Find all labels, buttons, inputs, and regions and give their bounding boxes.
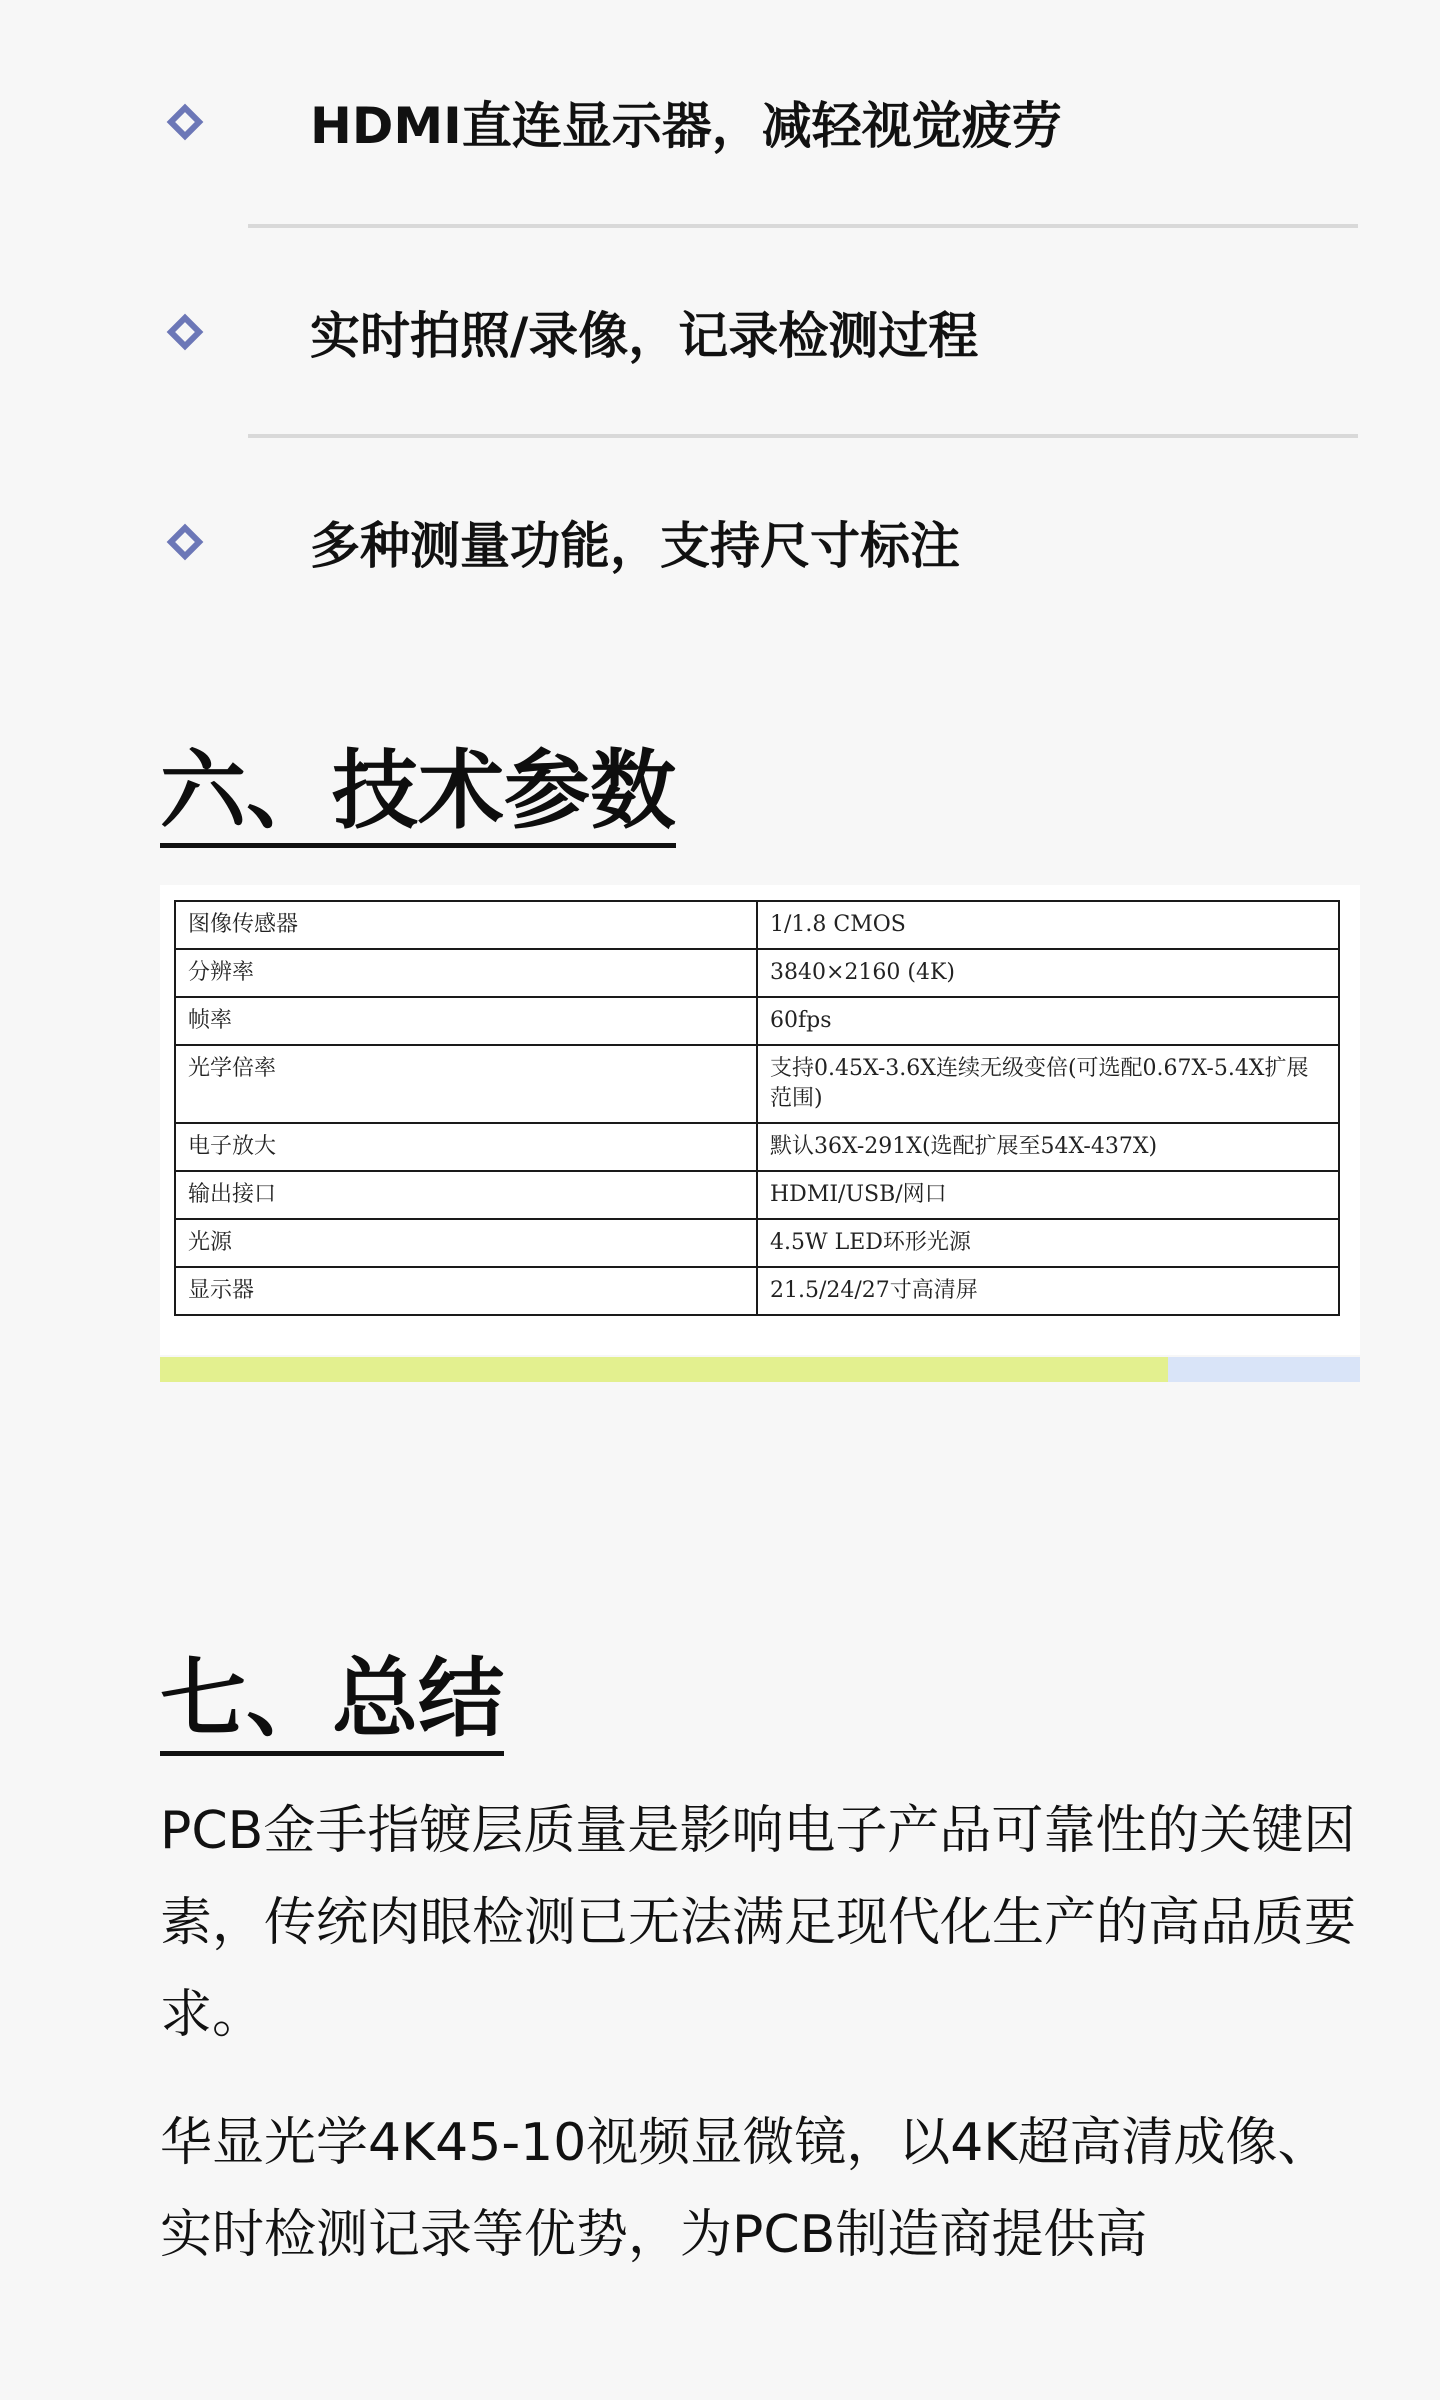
table-cell-value: 1/1.8 CMOS: [757, 901, 1339, 949]
table-cell-key: 分辨率: [175, 949, 757, 997]
table-cell-key: 输出接口: [175, 1171, 757, 1219]
feature-item: [160, 270, 1360, 394]
table-row: [175, 1171, 1339, 1219]
table-cell-value: 支持0.45X-3.6X连续无级变倍(可选配0.67X-5.4X扩展范围): [757, 1045, 1339, 1123]
feature-item: [160, 60, 1360, 184]
diamond-bullet-icon: [167, 104, 204, 141]
table-row: [175, 997, 1339, 1045]
feature-divider: [248, 224, 1358, 228]
table-row: [175, 949, 1339, 997]
feature-text: 多种测量功能，支持尺寸标注: [310, 517, 960, 575]
table-cell-key: 光源: [175, 1219, 757, 1267]
feature-item: [160, 480, 1360, 604]
table-cell-key: 显示器: [175, 1267, 757, 1315]
table-cell-value: 4.5W LED环形光源: [757, 1219, 1339, 1267]
summary-paragraph: 华显光学4K45-10视频显微镜，以4K超高清成像、实时检测记录等优势，为PCB制造商提供高: [160, 2113, 1330, 2265]
feature-text: 实时拍照/录像，记录检测过程: [310, 307, 979, 365]
feature-text: HDMI直连显示器，减轻视觉疲劳: [310, 97, 1062, 155]
section-heading-summary: 七、总结: [160, 1654, 504, 1755]
table-cell-value: 默认36X-291X(选配扩展至54X-437X): [757, 1123, 1339, 1171]
table-cell-key: 图像传感器: [175, 901, 757, 949]
table-row: [175, 1267, 1339, 1315]
table-row: [175, 1219, 1339, 1267]
table-cell-value: 60fps: [757, 997, 1339, 1045]
table-cell-key: 帧率: [175, 997, 757, 1045]
feature-divider: [248, 434, 1358, 438]
table-cell-value: 3840×2160 (4K): [757, 949, 1339, 997]
table-row: [175, 901, 1339, 949]
feature-list: [160, 60, 1360, 604]
summary-paragraph: PCB金手指镀层质量是影响电子产品可靠性的关键因素，传统肉眼检测已无法满足现代化生产的高品质要求。: [160, 1801, 1357, 2045]
diamond-bullet-icon: [167, 524, 204, 561]
diamond-bullet-icon: [167, 314, 204, 351]
table-row: [175, 1045, 1339, 1123]
table-cell-key: 电子放大: [175, 1123, 757, 1171]
table-cell-key: 光学倍率: [175, 1045, 757, 1123]
table-cell-value: 21.5/24/27寸高清屏: [757, 1267, 1339, 1315]
section-heading-specs: 六、技术参数: [160, 746, 676, 847]
spec-table-card: [160, 885, 1360, 1355]
progress-bar-track: [160, 1357, 1360, 1382]
progress-bar-fill: [160, 1357, 1168, 1382]
table-cell-value: HDMI/USB/网口: [757, 1171, 1339, 1219]
spec-table: [174, 900, 1340, 1316]
table-row: [175, 1123, 1339, 1171]
